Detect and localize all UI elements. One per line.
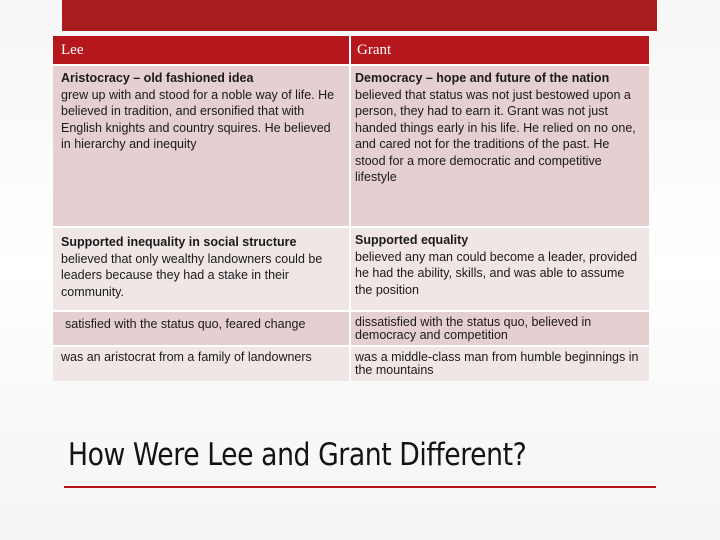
lee-cell-body: satisfied with the status quo, feared change bbox=[65, 317, 306, 331]
grant-cell bbox=[350, 227, 649, 311]
lee-cell-body: believed that only wealthy landowners could be leaders because they had a stake in their community. bbox=[61, 251, 323, 299]
grant-cell-body: was a middle-class man from humble beginnings in the mountains bbox=[355, 350, 639, 377]
grant-cell-body: believed any man could become a leader, provided he had the ability, skills, and was able to assume the position bbox=[355, 249, 638, 297]
lee-cell-title: Aristocracy – old fashioned idea bbox=[61, 71, 254, 85]
table-row bbox=[53, 227, 649, 311]
grant-cell-body: dissatisfied with the status quo, believed in democracy and competition bbox=[355, 315, 592, 342]
header-lee: Lee bbox=[53, 36, 350, 65]
lee-cell-title: Supported inequality in social structure bbox=[61, 235, 297, 249]
grant-cell bbox=[350, 311, 649, 346]
grant-cell bbox=[350, 346, 649, 381]
grant-cell-title: Democracy – hope and future of the nation bbox=[355, 71, 610, 85]
header-row bbox=[53, 36, 649, 65]
header-grant: Grant bbox=[350, 36, 649, 65]
table-row bbox=[53, 65, 649, 227]
lee-cell bbox=[53, 227, 350, 311]
lee-cell-body: was an aristocrat from a family of landowners bbox=[61, 350, 312, 364]
lee-cell bbox=[53, 311, 350, 346]
comparison-table bbox=[53, 36, 649, 381]
grant-cell-title: Supported equality bbox=[355, 233, 469, 247]
lee-cell bbox=[53, 346, 350, 381]
table-row bbox=[53, 311, 649, 346]
title-underline bbox=[64, 486, 656, 488]
top-accent-bar bbox=[62, 0, 657, 31]
lee-cell bbox=[53, 65, 350, 227]
lee-cell-body: grew up with and stood for a noble way of life. He believed in tradition, and ersonified that with English knights and country squires. He believed in hierarchy and inequity bbox=[61, 87, 335, 151]
grant-cell bbox=[350, 65, 649, 227]
slide-title: How Were Lee and Grant Different? bbox=[68, 437, 527, 473]
table-row bbox=[53, 346, 649, 381]
grant-cell-body: believed that status was not just bestowed upon a person, they had to earn it. Grant was not just handed things early in his life. He relied on no one, and cared not for the traditions of the past. He stood for a more democratic and competitive lifestyle bbox=[355, 87, 636, 184]
